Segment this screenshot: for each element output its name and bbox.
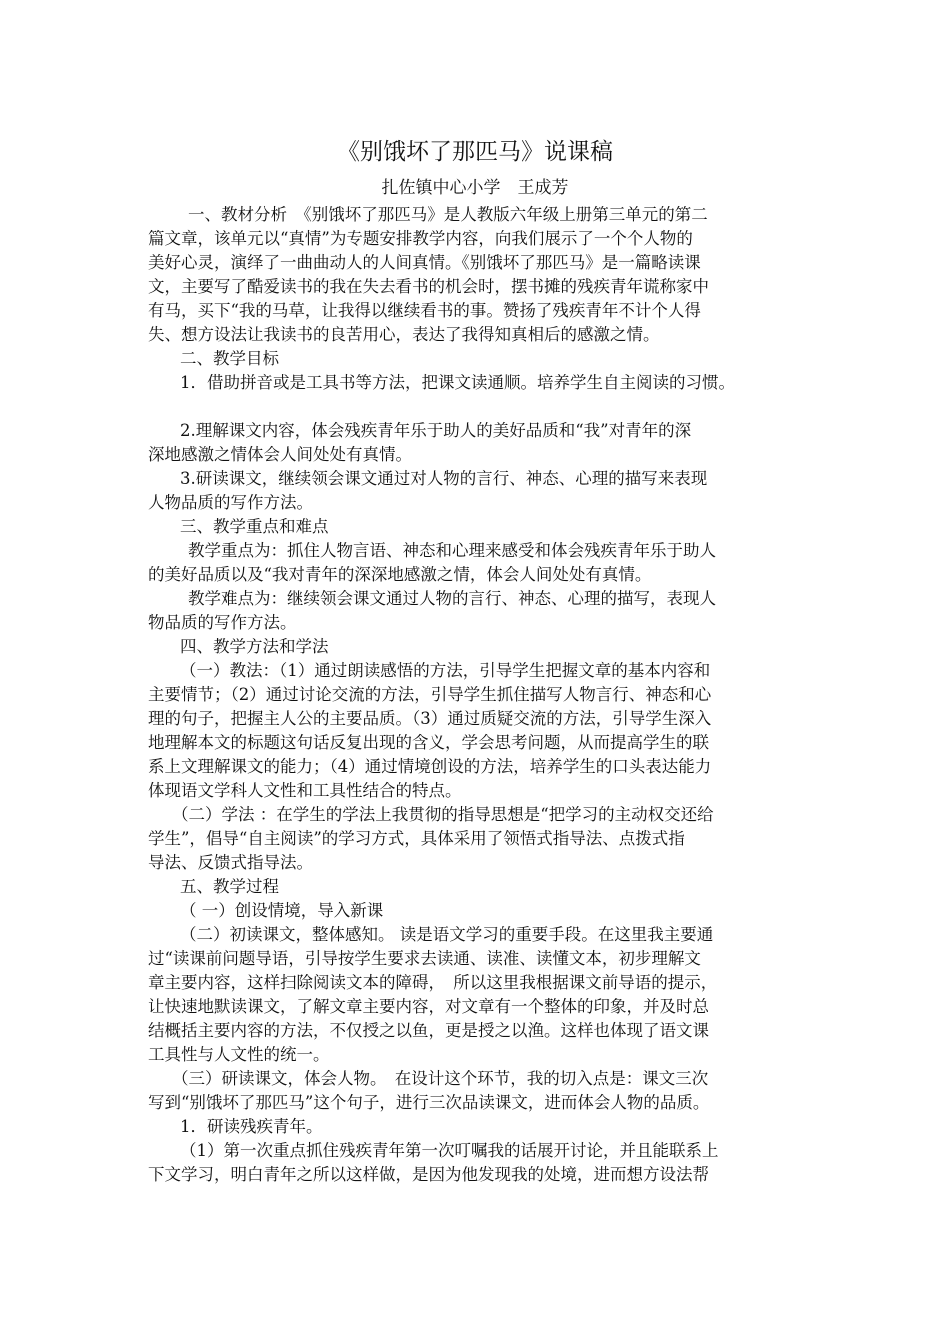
text-line: 美好心灵，演绎了一曲曲动人的人间真情。《别饿坏了那匹马》是一篇略读课 <box>148 253 701 272</box>
text-line: （二）学法 ：在学生的学法上我贯彻的指导思想是“把学习的主动权交还给 <box>172 805 714 824</box>
text-line: 系上文理解课文的能力；（4）通过情境创设的方法，培养学生的口头表达能力 <box>148 757 712 776</box>
text-line: 教学难点为：继续领会课文通过人物的言行、神态、心理的描写，表现人 <box>188 589 716 608</box>
text-line: 工具性与人文性的统一。 <box>148 1045 330 1064</box>
text-line: 一、教材分析 《别饿坏了那匹马》是人教版六年级上册第三单元的第二 <box>188 205 708 224</box>
text-line: 有马，买下“我的马草，让我得以继续看书的事。赞扬了残疾青年不计个人得 <box>148 301 701 320</box>
text-line: 让快速地默读课文，了解文章主要内容，对文章有一个整体的印象，并及时总 <box>148 997 709 1016</box>
text-line: 教学重点为：抓住人物言语、神态和心理来感受和体会残疾青年乐于助人 <box>188 541 716 560</box>
text-line: 文，主要写了酷爱读书的我在失去看书的机会时，摆书摊的残疾青年谎称家中 <box>148 277 709 296</box>
text-line: 1．借助拼音或是工具书等方法，把课文读通顺。培养学生自主阅读的习惯。 <box>180 373 735 392</box>
text-line: 章主要内容，这样扫除阅读文本的障碍， 所以这里我根据课文前导语的提示， <box>148 973 718 992</box>
text-line: （1）第一次重点抓住残疾青年第一次叮嘱我的话展开讨论，并且能联系上 <box>180 1141 719 1160</box>
section-heading: 五、教学过程 <box>180 877 279 896</box>
text-line: 2.理解课文内容，体会残疾青年乐于助人的美好品质和“我”对青年的深 <box>180 421 692 440</box>
text-line: 主要情节；（2）通过讨论交流的方法，引导学生抓住描写人物言行、神态和心 <box>148 685 712 704</box>
document-body <box>148 203 812 1187</box>
section-heading: 四、教学方法和学法 <box>180 637 329 656</box>
text-line: 地理解本文的标题这句话反复出现的含义，学会思考问题，从而提高学生的联 <box>148 733 709 752</box>
text-line: 导法、反馈式指导法。 <box>148 853 313 872</box>
text-line: 理的句子，把握主人公的主要品质。（3）通过质疑交流的方法，引导学生深入 <box>148 709 712 728</box>
section-heading: 三、教学重点和难点 <box>180 517 329 536</box>
text-line: 物品质的写作方法。 <box>148 613 297 632</box>
text-line: 的美好品质以及“我对青年的深深地感激之情，体会人间处处有真情。 <box>148 565 652 584</box>
text-line: 下文学习，明白青年之所以这样做，是因为他发现我的处境，进而想方设法帮 <box>148 1165 709 1184</box>
text-line: 人物品质的写作方法。 <box>148 493 313 512</box>
document-title: 《别饿坏了那匹马》说课稿 <box>337 139 613 165</box>
text-line: （三）研读课文，体会人物。 在设计这个环节，我的切入点是：课文三次 <box>172 1069 709 1088</box>
text-line: 写到“别饿坏了那匹马”这个句子，进行三次品读课文，进而体会人物的品质。 <box>148 1093 710 1112</box>
text-line: （ 一）创设情境，导入新课 <box>180 901 384 920</box>
section-heading: 二、教学目标 <box>180 349 279 368</box>
text-line: 体现语文学科人文性和工具性结合的特点。 <box>148 781 462 800</box>
text-line: （一）教法：（1）通过朗读感悟的方法，引导学生把握文章的基本内容和 <box>180 661 711 680</box>
text-line: 3.研读课文，继续领会课文通过对人物的言行、神态、心理的描写来表现 <box>180 469 708 488</box>
text-line: （二）初读课文，整体感知。 读是语文学习的重要手段。在这里我主要通 <box>180 925 714 944</box>
text-line: 1．研读残疾青年。 <box>180 1117 323 1136</box>
blank-line <box>148 395 812 419</box>
text-line: 失、想方设法让我读书的良苦用心，表达了我得知真相后的感激之情。 <box>148 325 660 344</box>
document-author: 扎佐镇中心小学 王成芳 <box>381 178 569 198</box>
text-line: 篇文章，该单元以“真情”为专题安排教学内容，向我们展示了一个个人物的 <box>148 229 693 248</box>
text-line: 结概括主要内容的方法，不仅授之以鱼，更是授之以渔。这样也体现了语文课 <box>148 1021 709 1040</box>
text-line: 学生”，倡导“自主阅读”的学习方式，具体采用了领悟式指导法、点拨式指 <box>148 829 685 848</box>
text-line: 过“读课前问题导语，引导按学生要求去读通、读准、读懂文本，初步理解文 <box>148 949 701 968</box>
text-line: 深地感激之情体会人间处处有真情。 <box>148 445 412 464</box>
